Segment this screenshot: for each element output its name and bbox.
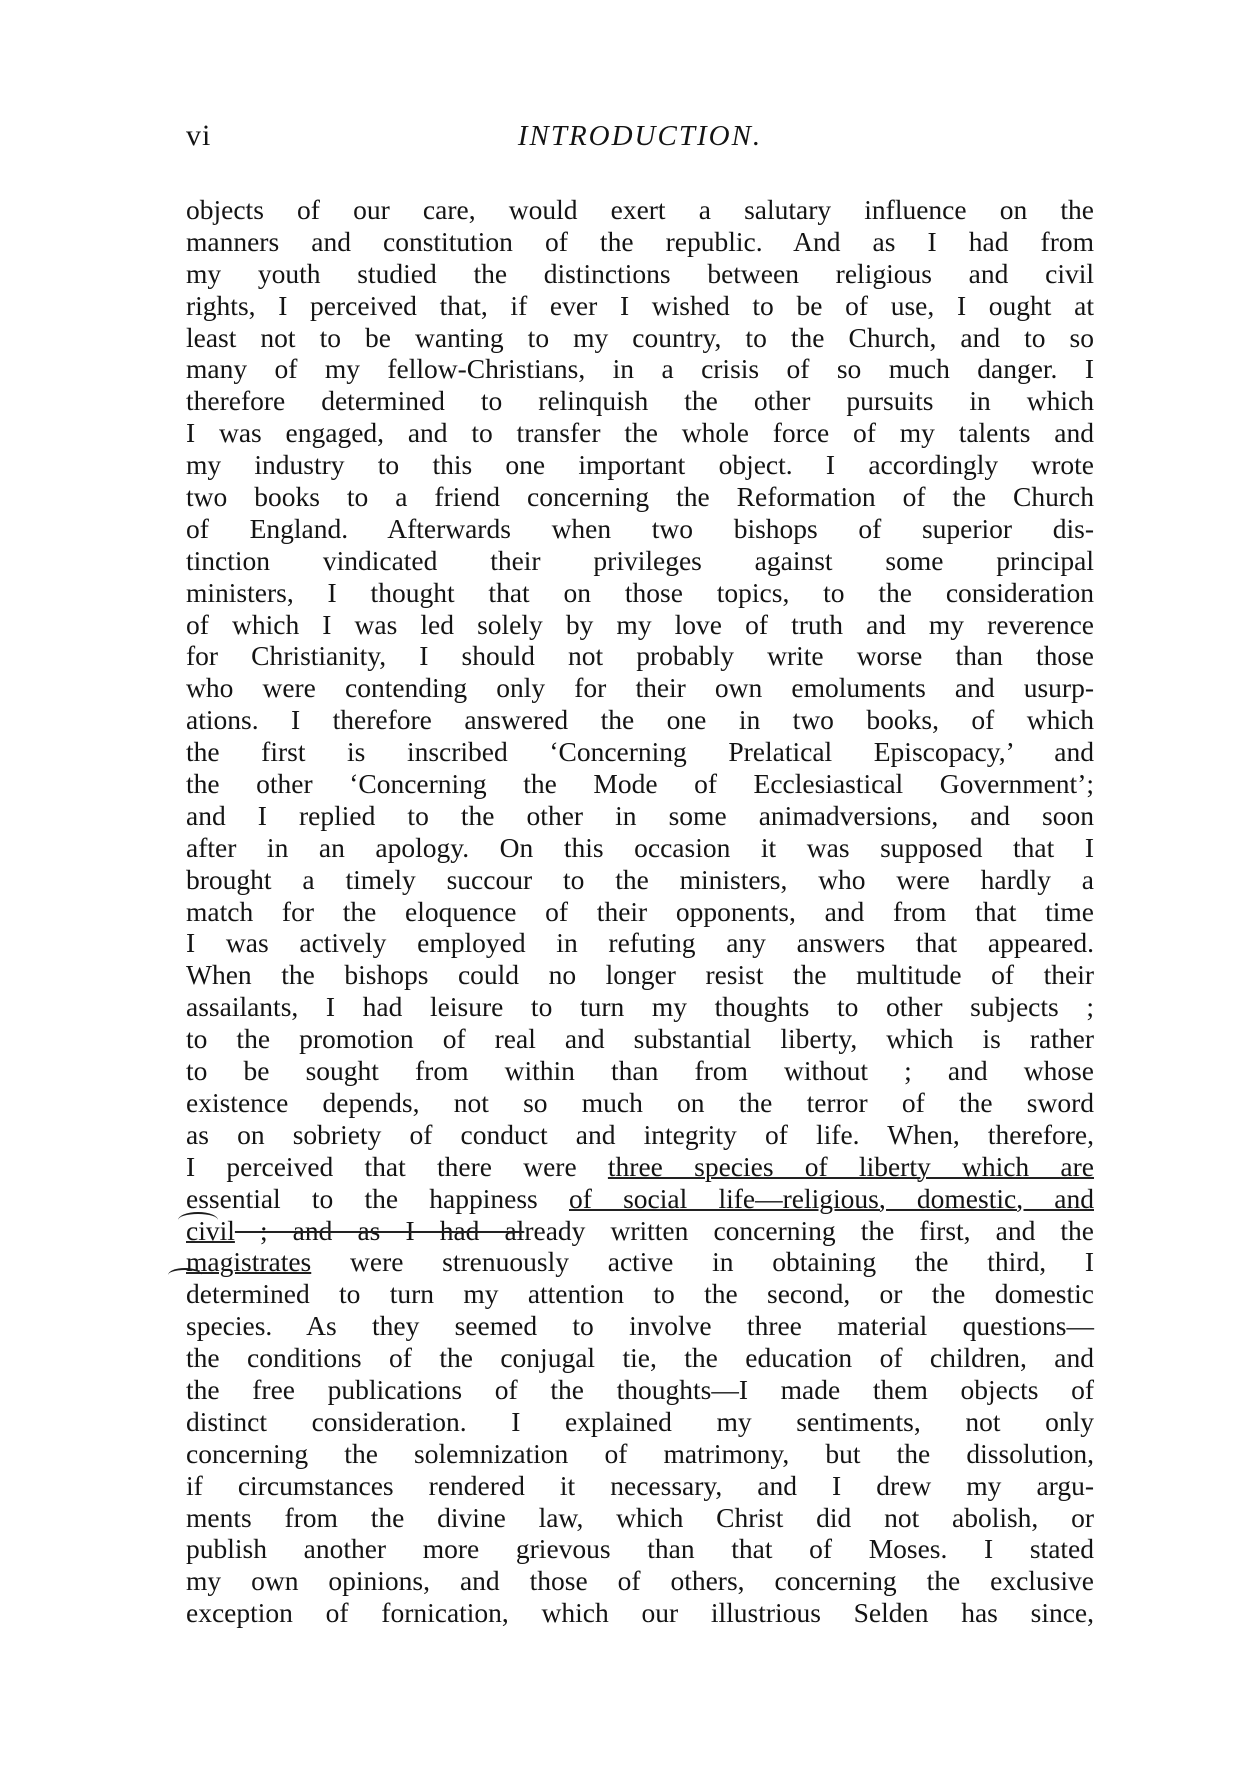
handwritten-underline: three species of liberty which are [607, 1150, 1094, 1182]
text-line: I was engaged, and to transfer the whole force of my talents and [186, 417, 1094, 449]
text-line: many of my fellow-Christians, in a crisis of so much danger. I [186, 353, 1094, 385]
text-line: ments from the divine law, which Christ did not abolish, or [186, 1501, 1094, 1533]
text-line-annotated [186, 1183, 1094, 1215]
text-line: existence depends, not so much on the terror of the sword [186, 1086, 1094, 1118]
text-line: determined to turn my attention to the second, or the domestic [186, 1278, 1094, 1310]
text-line: the conditions of the conjugal tie, the education of children, and [186, 1342, 1094, 1374]
line-text: essential to the happiness [186, 1182, 569, 1214]
text-line: I was actively employed in refuting any answers that appeared. [186, 927, 1094, 959]
text-line: brought a timely succour to the ministers, who were hardly a [186, 863, 1094, 895]
text-line: ations. I therefore answered the one in two books, of which [186, 704, 1094, 736]
text-line: as on sobriety of conduct and integrity of life. When, therefore, [186, 1118, 1094, 1150]
line-text: ready written concerning the first, and the [524, 1214, 1094, 1246]
text-line: who were contending only for their own emoluments and usurp- [186, 672, 1094, 704]
text-line-annotated [186, 1151, 1094, 1183]
text-line: to be sought from within than from without ; and whose [186, 1055, 1094, 1087]
text-line: concerning the solemnization of matrimony, but the dissolution, [186, 1437, 1094, 1469]
text-line: ministers, I thought that on those topics, to the consideration [186, 576, 1094, 608]
text-line: assailants, I had leisure to turn my thoughts to other subjects ; [186, 991, 1094, 1023]
text-line-annotated [186, 1246, 1094, 1278]
handwritten-strikethrough: ; and as I had al [234, 1214, 525, 1246]
text-line: species. As they seemed to involve three material questions— [186, 1310, 1094, 1342]
text-line: match for the eloquence of their opponents, and from that time [186, 895, 1094, 927]
text-line: the first is inscribed ‘Concerning Prelatical Episcopacy,’ and [186, 736, 1094, 768]
text-line: my youth studied the distinctions between religious and civil [186, 257, 1094, 289]
body-text [186, 194, 1094, 1629]
text-line: publish another more grievous than that of Moses. I stated [186, 1533, 1094, 1565]
line-text: I perceived that there were [186, 1150, 608, 1182]
page-header [186, 116, 1094, 156]
text-line: distinct consideration. I explained my sentiments, not only [186, 1405, 1094, 1437]
text-line: exception of fornication, which our illustrious Selden has since, [186, 1597, 1094, 1629]
text-line: if circumstances rendered it necessary, and I drew my argu- [186, 1469, 1094, 1501]
text-line: after in an apology. On this occasion it was supposed that I [186, 831, 1094, 863]
text-line: two books to a friend concerning the Reformation of the Church [186, 481, 1094, 513]
running-head: INTRODUCTION. [517, 120, 763, 152]
handwritten-underline: magistrates [186, 1246, 312, 1278]
line-text: were strenuously active in obtaining the third, I [311, 1246, 1094, 1278]
text-line: for Christianity, I should not probably write worse than those [186, 640, 1094, 672]
text-line: manners and constitution of the republic. And as I had from [186, 225, 1094, 257]
handwritten-underline: of social life—religious, domestic, and [568, 1182, 1094, 1214]
text-line: my industry to this one important object. I accordingly wrote [186, 449, 1094, 481]
text-line: of England. Afterwards when two bishops of superior dis- [186, 512, 1094, 544]
text-line: rights, I perceived that, if ever I wished to be of use, I ought at [186, 289, 1094, 321]
text-line: my own opinions, and those of others, concerning the exclusive [186, 1565, 1094, 1597]
text-line: objects of our care, would exert a salutary influence on the [186, 194, 1094, 225]
text-line: the free publications of the thoughts—I made them objects of [186, 1373, 1094, 1405]
text-line: the other ‘Concerning the Mode of Ecclesiastical Government’; [186, 768, 1094, 800]
text-line: of which I was led solely by my love of truth and my reverence [186, 608, 1094, 640]
text-line-annotated [186, 1215, 1094, 1247]
text-line: and I replied to the other in some animadversions, and soon [186, 799, 1094, 831]
handwritten-overline: civil [186, 1214, 235, 1246]
text-line: to the promotion of real and substantial liberty, which is rather [186, 1023, 1094, 1055]
text-line: therefore determined to relinquish the other pursuits in which [186, 385, 1094, 417]
text-line: tinction vindicated their privileges against some principal [186, 544, 1094, 576]
text-line: When the bishops could no longer resist the multitude of their [186, 959, 1094, 991]
text-line: least not to be wanting to my country, to the Church, and to so [186, 321, 1094, 353]
page-number: vi [186, 119, 212, 152]
